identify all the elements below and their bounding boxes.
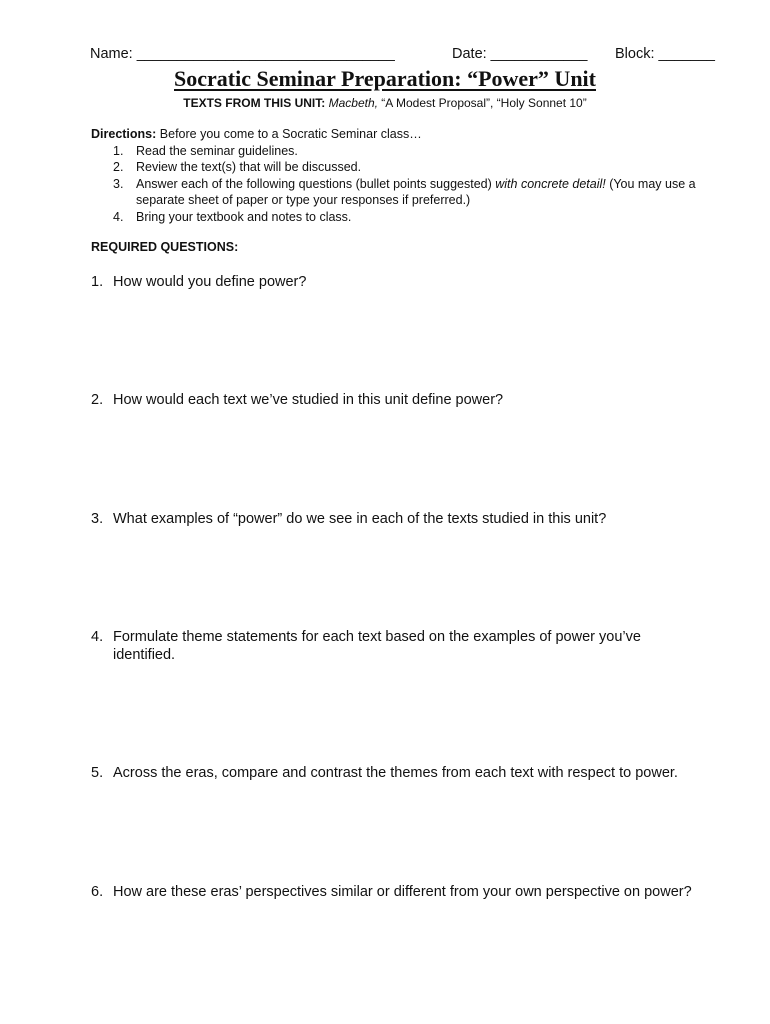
question-text: How would each text we’ve studied in this unit define power? xyxy=(113,392,504,408)
directions-intro-text: Before you come to a Socratic Seminar class… xyxy=(159,127,422,141)
question-number: 5. xyxy=(91,765,104,781)
date-field: Date: ____________ xyxy=(452,46,588,62)
name-field: Name: ________________________________ xyxy=(90,46,395,62)
directions-item-text: Bring your textbook and notes to class. xyxy=(136,209,352,224)
directions-item xyxy=(91,209,731,226)
question-text: What examples of “power” do we see in each of the texts studied in this unit? xyxy=(113,511,607,527)
directions-item xyxy=(91,176,731,209)
question-text: Formulate theme statements for each text based on the examples of power you’ve identified. xyxy=(113,629,641,663)
question-number: 4. xyxy=(91,629,104,645)
texts-others: “A Modest Proposal”, “Holy Sonnet 10” xyxy=(381,96,587,110)
question-number: 1. xyxy=(91,274,104,290)
question-item xyxy=(91,510,731,528)
question-item xyxy=(91,391,731,409)
directions-item xyxy=(91,143,731,160)
directions-item-text: Read the seminar guidelines. xyxy=(136,143,298,158)
directions-item-number: 4. xyxy=(113,209,124,224)
directions-item-number: 3. xyxy=(113,176,124,191)
directions-item-text-italic: with concrete detail! xyxy=(495,176,606,191)
question-text: Across the eras, compare and contrast the themes from each text with respect to power. xyxy=(113,765,678,781)
question-item xyxy=(91,273,731,291)
directions-list xyxy=(91,143,731,226)
block-field: Block: _______ xyxy=(615,46,715,62)
texts-from-unit xyxy=(0,96,770,110)
directions-item-number: 2. xyxy=(113,160,124,174)
question-item xyxy=(91,628,691,664)
texts-macbeth: Macbeth, xyxy=(328,96,378,110)
directions-item xyxy=(91,159,731,176)
directions-label: Directions: xyxy=(91,127,157,141)
header-row xyxy=(90,46,720,66)
directions-item-text-after: (You may use a separate sheet of paper or type your responses if preferred.) xyxy=(136,176,696,207)
question-number: 3. xyxy=(91,511,104,527)
question-text: How are these eras’ perspectives similar or different from your own perspective on power? xyxy=(113,884,692,900)
required-questions-heading: REQUIRED QUESTIONS: xyxy=(91,240,239,254)
directions-item-text-before: Answer each of the following questions (bullet points suggested) xyxy=(136,176,496,191)
directions-section xyxy=(91,126,731,225)
question-item xyxy=(91,764,731,782)
texts-label: TEXTS FROM THIS UNIT: xyxy=(183,96,326,110)
question-text: How would you define power? xyxy=(113,274,307,290)
question-item xyxy=(91,883,731,901)
question-number: 6. xyxy=(91,884,104,900)
question-number: 2. xyxy=(91,392,104,408)
directions-item-text: Review the text(s) that will be discussed. xyxy=(136,160,362,174)
directions-item-number: 1. xyxy=(113,143,124,158)
directions-intro xyxy=(91,126,731,143)
page-title: Socratic Seminar Preparation: “Power” Unit xyxy=(174,66,596,91)
